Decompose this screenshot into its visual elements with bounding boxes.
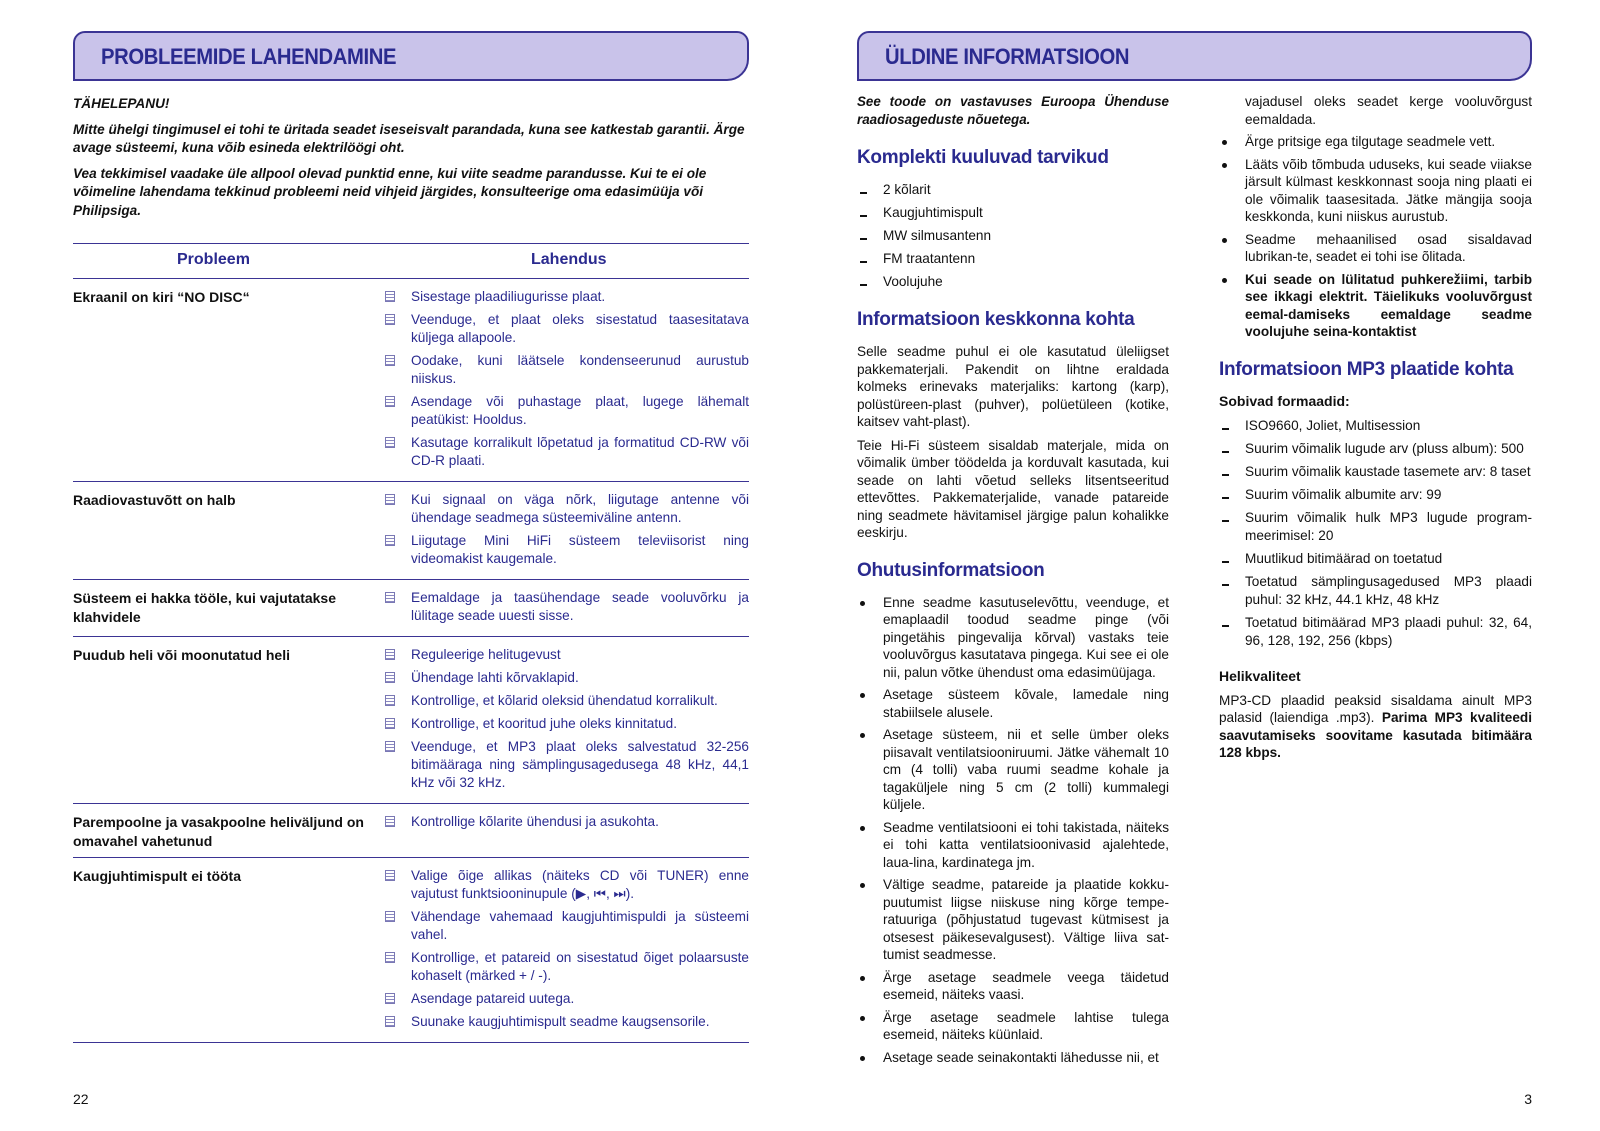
list-bullet-icon	[385, 396, 395, 407]
solution-item	[385, 692, 749, 710]
solution-item	[385, 288, 749, 306]
solution-item	[385, 908, 749, 944]
solution-text: Veenduge, et MP3 plaat oleks salvestatud 32-256 bitimääraga ning sämplingusagedusega 48 kHz, 44,1 kHz või 32 kHz.	[411, 739, 749, 790]
list-item: 2 kõlarit	[857, 181, 1169, 199]
section-title: Komplekti kuuluvad tarvikud	[857, 147, 1109, 168]
section-header	[73, 31, 749, 81]
section-header	[857, 31, 1532, 81]
solution-list	[385, 813, 749, 851]
right-column-2	[1219, 93, 1532, 768]
solution-item	[385, 990, 749, 1008]
list-item: Asetage süsteem, nii et selle ümber oleks piisavalt ventilatsiooniruumi. Jätke vähemalt 10 cm (4 tolli) vaba ruumi seadme kohale ja tagaküljele ning 5 cm (2 tolli) kummalegi küljele.	[857, 726, 1169, 814]
subsection-title: Helikvaliteet	[1219, 667, 1301, 684]
list-item: Toetatud bitimäärad MP3 plaadi puhul: 32, 64, 96, 128, 192, 256 (kbps)	[1219, 614, 1532, 650]
list-item: Suurim võimalik kaustade tasemete arv: 8 taset	[1219, 463, 1532, 481]
solution-item	[385, 738, 749, 792]
list-bullet-icon	[385, 672, 395, 683]
solution-list	[385, 646, 749, 797]
section-title: Informatsioon MP3 plaatide kohta	[1219, 358, 1514, 380]
list-bullet-icon	[385, 355, 395, 366]
solution-list	[385, 288, 749, 475]
solution-text: Sisestage plaadiliugurisse plaat.	[411, 289, 606, 304]
solution-item	[385, 1013, 749, 1031]
problem-cell: Raadiovastuvõtt on halb	[73, 492, 236, 508]
list-bullet-icon	[385, 649, 395, 660]
paragraph	[1219, 692, 1532, 762]
solution-text: Kontrollige, et kooritud juhe oleks kinnitatud.	[411, 716, 677, 731]
solution-text: Oodake, kuni läätsele kondenseerunud aurustub niiskus.	[411, 353, 749, 386]
list-bullet-icon	[385, 952, 395, 963]
solution-item	[385, 646, 749, 664]
list-bullet-icon	[385, 494, 395, 505]
solution-text: Ühendage lahti kõrvaklapid.	[411, 670, 579, 685]
solution-item	[385, 491, 749, 527]
table-header	[73, 243, 749, 279]
list-item: Lääts võib tõmbuda uduseks, kui seade viiakse järsult külmast keskkonnast sooja ning plaati ei ole võimalik taasesitada. Jätke mängija sooja keskkonda, kuni niiskus aurustub.	[1219, 156, 1532, 226]
solution-list	[385, 491, 749, 573]
solution-item	[385, 393, 749, 429]
solution-item	[385, 715, 749, 733]
list-bullet-icon	[385, 314, 395, 325]
solution-item	[385, 589, 749, 625]
right-page	[857, 0, 1532, 1131]
solution-text: Kontrollige kõlarite ühendusi ja asukohta.	[411, 814, 659, 829]
list-item: Kui seade on lülitatud puhkerežiimi, tarbib see ikkagi elektrit. Täielikuks vooluvõrgust eemal-damiseks eemaldage seadme voolujuhe seina-kontaktist	[1219, 271, 1532, 341]
list-item: Vältige seadme, patareide ja plaatide kokku-puutumist liigse niiskuse ning kõrge tempe-ratuuriga (põhjustatud tugevast kütmisest ja otsesest päikesevalgusest). Vältige liiva sat-tumist seadmesse.	[857, 876, 1169, 964]
list-bullet-icon	[385, 718, 395, 729]
solution-text: Reguleerige helitugevust	[411, 647, 561, 662]
mp3-formats-list	[1219, 417, 1532, 650]
list-bullet-icon	[385, 535, 395, 546]
page-title: ÜLDINE INFORMATSIOON	[885, 44, 1130, 69]
list-bullet-icon	[385, 592, 395, 603]
solution-text: Valige õige allikas (näiteks CD või TUNER) enne vajutust funktsiooninupule (▶, ⏮, ⏭).	[411, 868, 749, 901]
safety-list-continued	[1219, 93, 1532, 341]
notice-paragraph: Mitte ühelgi tingimusel ei tohi te üritada seadet iseseisvalt parandada, kuna see katkestab garantii. Ärge avage süsteemi, kuna võib esineda elektrilöögi oht.	[73, 121, 745, 155]
troubleshooting-table	[73, 243, 749, 1043]
section-title: Ohutusinformatsioon	[857, 559, 1045, 581]
left-page	[73, 0, 749, 1131]
safety-list	[857, 594, 1169, 1067]
solution-text: Vähendage vahemaad kaugjuhtimispuldi ja süsteemi vahel.	[411, 909, 749, 942]
column-header-solution: Lahendus	[531, 251, 607, 268]
table-row	[73, 858, 749, 1043]
list-item: Ärge asetage seadmele veega täidetud esemeid, näiteks vaasi.	[857, 969, 1169, 1004]
solution-text: Eemaldage ja taasühendage seade vooluvõrku ja lülitage seade uuesti sisse.	[411, 590, 749, 623]
solution-item	[385, 311, 749, 347]
solution-item	[385, 949, 749, 985]
subsection-title: Sobivad formaadid:	[1219, 392, 1350, 409]
list-item: Toetatud sämplingusagedused MP3 plaadi puhul: 32 kHz, 44.1 kHz, 48 kHz	[1219, 573, 1532, 609]
list-bullet-icon	[385, 816, 395, 827]
section-title: Informatsioon keskkonna kohta	[857, 309, 1135, 330]
list-item: Ärge asetage seadmele lahtise tulega esemeid, näiteks küünlaid.	[857, 1009, 1169, 1044]
solution-item	[385, 813, 749, 831]
solution-item	[385, 532, 749, 568]
solution-text: Suunake kaugjuhtimispult seadme kaugsensorile.	[411, 1014, 710, 1029]
solution-list	[385, 867, 749, 1036]
solution-item	[385, 352, 749, 388]
solution-text: Kasutage korralikult lõpetatud ja formatitud CD-RW või CD-R plaati.	[411, 435, 749, 468]
list-item: Suurim võimalik albumite arv: 99	[1219, 486, 1532, 504]
table-row	[73, 637, 749, 804]
accessories-list	[857, 181, 1169, 291]
problem-cell: Parempoolne ja vasakpoolne heliväljund on omavahel vahetunud	[73, 814, 364, 849]
solution-text: Liigutage Mini HiFi süsteem televiisorist ning videomakist kaugemale.	[411, 533, 749, 566]
list-item: MW silmusantenn	[857, 227, 1169, 245]
solution-text: Asendage või puhastage plaat, lugege lähemalt peatükist: Hooldus.	[411, 394, 749, 427]
list-bullet-icon	[385, 695, 395, 706]
list-item: Seadme mehaanilised osad sisaldavad lubrikan-te, seadet ei tohi ise õlitada.	[1219, 231, 1532, 266]
solution-list	[385, 589, 749, 630]
list-item: Voolujuhe	[857, 273, 1169, 291]
solution-text: Kontrollige, et kõlarid oleksid ühendatud korralikult.	[411, 693, 718, 708]
problem-cell: Süsteem ei hakka tööle, kui vajutatakse klahvidele	[73, 590, 337, 625]
problem-cell: Kaugjuhtimispult ei tööta	[73, 868, 241, 884]
list-item: Kaugjuhtimispult	[857, 204, 1169, 222]
list-item: Seadme ventilatsiooni ei tohi takistada, näiteks ei tohi katta ventilatsioonivasid ajalehtede, laua-lina, kardinatega jm.	[857, 819, 1169, 872]
list-bullet-icon	[385, 741, 395, 752]
list-item: Asetage süsteem kõvale, lamedale ning stabiilsele alusele.	[857, 686, 1169, 721]
list-bullet-icon	[385, 1016, 395, 1027]
list-item: FM traatantenn	[857, 250, 1169, 268]
solution-text: Asendage patareid uutega.	[411, 991, 575, 1006]
quality-recommendation: Parima MP3 kvaliteedi saavutamiseks soovitame kasutada bitimäära 128 kbps.	[1219, 710, 1533, 760]
list-bullet-icon	[385, 437, 395, 448]
solution-text: Veenduge, et plaat oleks sisestatud taasesitatava küljega allapoole.	[411, 312, 749, 345]
notice-paragraph: Vea tekkimisel vaadake üle allpool olevad punktid enne, kui viite seadme parandusse. Kui te ei ole võimeline lahendama tekkinud probleemi neid vihjeid järgides, konsulteerige oma edasimüüja või Philipsiga.	[73, 165, 707, 218]
list-item: Suurim võimalik hulk MP3 lugude program-meerimisel: 20	[1219, 509, 1532, 545]
page-number: 22	[73, 1091, 89, 1107]
list-bullet-icon	[385, 291, 395, 302]
quality-text: MP3-CD plaadid peaksid sisaldama ainult MP3 palasid (laiendiga .mp3).	[1219, 692, 1532, 725]
column-header-problem: Probleem	[177, 251, 250, 268]
list-item: Ärge pritsige ega tilgutage seadmele vett.	[1219, 133, 1532, 151]
solution-text: Kontrollige, et patareid on sisestatud õiget polaarsuste kohaselt (märked + / -).	[411, 950, 749, 983]
conformity-note: See toode on vastavuses Euroopa Ühenduse raadiosageduste nõuetega.	[857, 94, 1169, 127]
page-number: 3	[1524, 1091, 1532, 1107]
right-column-1	[857, 93, 1169, 1084]
list-item: Asetage seade seinakontakti lähedusse nii, et	[857, 1049, 1169, 1067]
warning-notice	[73, 95, 749, 227]
paragraph: Teie Hi-Fi süsteem sisaldab materjale, mida on võimalik ümber töödelda ja korduvalt kasutada, kui seade on lahti võetud selleks litsentseeritud ettevõttes. Pakkematerjalide, vanade patareide ning seadmete hävitamisel järgige palun kohalikke eeskirju.	[857, 437, 1169, 540]
list-bullet-icon	[385, 993, 395, 1004]
table-row	[73, 580, 749, 637]
table-row	[73, 279, 749, 482]
paragraph: Selle seadme puhul ei ole kasutatud üleliigset pakkematerjali. Pakendit on lihtne eraldada kolmeks erinevaks materjaliks: kartong (karp), polüstüreen-plast (puhver), polüetüleen (kotike, kaitsev vaht-plast).	[857, 344, 1169, 429]
problem-cell: Ekraanil on kiri “NO DISC“	[73, 289, 250, 305]
list-item: Muutlikud bitimäärad on toetatud	[1219, 550, 1532, 568]
page-title: PROBLEEMIDE LAHENDAMINE	[101, 44, 397, 69]
notice-title: TÄHELEPANU!	[73, 96, 170, 111]
solution-item	[385, 434, 749, 470]
problem-cell: Puudub heli või moonutatud heli	[73, 647, 290, 663]
list-item: Suurim võimalik lugude arv (pluss album): 500	[1219, 440, 1532, 458]
list-bullet-icon	[385, 870, 395, 881]
solution-item	[385, 867, 749, 903]
table-row	[73, 482, 749, 580]
list-item: Enne seadme kasutuselevõttu, veenduge, et emaplaadil toodud seadme pinge (või pingetähis pingevalija kõrval) vastaks teie vooluvõrgus kasutatava pingega. Kui see ei ole nii, palun võtke ühendust oma edasimüüjaga.	[857, 594, 1169, 682]
table-body	[73, 279, 749, 1043]
list-bullet-icon	[385, 911, 395, 922]
solution-item	[385, 669, 749, 687]
table-row	[73, 804, 749, 858]
solution-text: Kui signaal on väga nõrk, liigutage antenne või ühendage seadmega süsteemiväline antenn.	[411, 492, 749, 525]
list-item: ISO9660, Joliet, Multisession	[1219, 417, 1532, 435]
list-item: vajadusel oleks seadet kerge vooluvõrgust eemaldada.	[1245, 94, 1532, 127]
